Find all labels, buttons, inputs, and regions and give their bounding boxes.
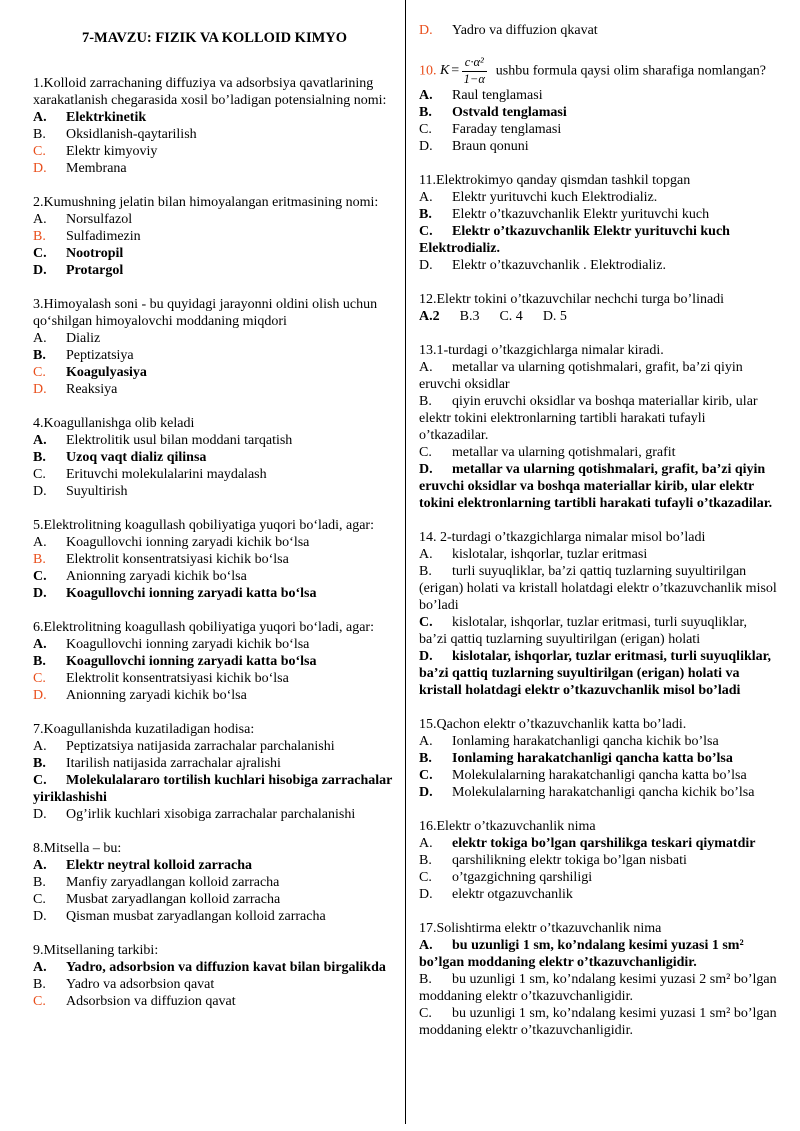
answer-option: [33, 738, 396, 755]
option-label: C.: [419, 1005, 432, 1021]
question-text: 8.Mitsella – bu:: [33, 841, 122, 856]
option-text: Peptizatsiya natijasida zarrachalar parchalanishi: [66, 739, 335, 754]
inline-answer-row: [419, 308, 777, 325]
question-block: [419, 56, 777, 155]
answer-option: [33, 211, 396, 228]
option-label: A.: [33, 433, 47, 448]
option-text: Raul tenglamasi: [452, 87, 543, 103]
option-text: Braun qonuni: [452, 138, 529, 154]
option-label: D.: [419, 138, 433, 154]
question-block: [419, 342, 777, 512]
option-label: A.: [419, 359, 433, 375]
answer-option: [419, 223, 777, 257]
answer-option: [419, 648, 777, 699]
option-label: B.: [33, 127, 46, 142]
option-text: Elektr o’tkazuvchanlik Elektr yurituvchi kuch: [452, 206, 710, 222]
question-block: [33, 840, 396, 925]
option-text: Elektr o’tkazuvchanlik Elektr yurituvchi kuch Elektrodializ.: [419, 223, 730, 256]
question-number: 10.: [419, 63, 437, 79]
option-text: qarshilikning elektr tokiga bo’lgan nisbati: [452, 852, 687, 868]
option-text: bu uzunligi 1 sm, ko’ndalang kesimi yuzasi 1 sm² bo’lgan moddaning elektr o’tkazuvchanligidir.: [419, 937, 744, 970]
option-text: qiyin eruvchi oksidlar va boshqa materiallar kirib, ular elektr tokini elektronlarning tartibli harakati tufayli o’tkazadilar.: [419, 393, 758, 443]
option-label: D.: [33, 807, 47, 822]
question-block: [33, 75, 396, 177]
option-label: A.: [33, 535, 47, 550]
option-label: B.: [419, 104, 432, 120]
option-label: A.: [33, 960, 47, 975]
right-questions: [419, 22, 777, 1039]
option-label: C.: [33, 773, 47, 788]
option-label: A.: [419, 87, 433, 103]
question-text: 5.Elektrolitning koagullash qobiliyatiga yuqori bo‘ladi, agar:: [33, 518, 374, 533]
option-label: C.: [33, 144, 46, 159]
formula-fraction: [460, 56, 489, 87]
question-text: 13.1-turdagi o’tkazgichlarga nimalar kiradi.: [419, 342, 664, 358]
answer-option: [33, 126, 396, 143]
option-label: D.: [33, 909, 47, 924]
option-label: C.: [419, 121, 432, 137]
option-label: C.: [33, 246, 47, 261]
answer-option: [419, 937, 777, 971]
question-tail: ushbu formula qaysi olim sharafiga nomlangan?: [495, 63, 766, 79]
question-text: 1.Kolloid zarrachaning diffuziya va adsorbsiya qavatlarining xarakatlanish chegarasida xosil bo’ladigan potensialning nomi:: [33, 76, 387, 108]
answer-option: [33, 687, 396, 704]
option-text: Dializ: [66, 331, 101, 346]
question-block: [33, 619, 396, 704]
formula-expression: K= $\frac{\text{c·α²}}{1-\alpha}$: [440, 63, 489, 78]
answer-option: [419, 835, 777, 852]
answer-option: [419, 971, 777, 1005]
question-text: 14. 2-turdagi o’tkazgichlarga nimalar misol bo’ladi: [419, 529, 706, 545]
option-label: A.: [419, 835, 433, 851]
option-label: A.: [33, 858, 47, 873]
option-text: Koagullovchi ionning zaryadi katta bo‘lsa: [66, 586, 317, 601]
answer-option: [33, 143, 396, 160]
answer-option: [33, 908, 396, 925]
option-text: Suyultirish: [66, 484, 128, 499]
answer-option: [33, 347, 396, 364]
option-label: C.: [419, 444, 432, 460]
option-text: o’tgazgichning qarshiligi: [452, 869, 593, 885]
option-text: turli suyuqliklar, ba’zi qattiq tuzlarning suyultirilgan (erigan) holati va kristall holatdagi elektr o’tkazuvchanlik misol bo’ladi: [419, 563, 777, 613]
left-column: [33, 20, 396, 1027]
option-text: elektr tokiga bo’lgan qarshilikga teskari qiymatdir: [452, 835, 756, 851]
option-text: Koagulyasiya: [66, 365, 147, 380]
option-label: B.: [419, 750, 432, 766]
option-text: kislotalar, ishqorlar, tuzlar eritmasi, turli suyuqliklar, ba’zi qattiq tuzlarning suyultirilgan (erigan) holati: [419, 614, 747, 647]
answer-option: [33, 755, 396, 772]
question-block: [33, 721, 396, 823]
answer-option: [419, 138, 777, 155]
question-text: 15.Qachon elektr o’tkazuvchanlik katta bo’ladi.: [419, 716, 687, 732]
option-text: Oksidlanish-qaytarilish: [66, 127, 197, 142]
answer-option: [419, 104, 777, 121]
option-label: B.: [33, 756, 46, 771]
question-block: [419, 716, 777, 801]
answer-option: [419, 784, 777, 801]
option-label: B.: [33, 450, 46, 465]
inline-option: C. 4: [499, 308, 523, 324]
option-text: Uzoq vaqt dializ qilinsa: [66, 450, 207, 465]
answer-option: [419, 87, 777, 104]
answer-option: [419, 257, 777, 274]
question-text: 6.Elektrolitning koagullash qobiliyatiga yuqori bo‘ladi, agar:: [33, 620, 374, 635]
question-text: [419, 56, 777, 87]
option-text: metallar va ularning qotishmalari, grafit, ba’zi qiyin eruvchi oksidlar: [419, 359, 743, 392]
option-label: A.: [33, 331, 47, 346]
option-text: Og’irlik kuchlari xisobiga zarrachalar parchalanishi: [66, 807, 356, 822]
question-block: [419, 291, 777, 325]
option-text: Peptizatsiya: [66, 348, 134, 363]
answer-option: [419, 444, 777, 461]
option-text: Elektr kimyoviy: [66, 144, 158, 159]
answer-option: [419, 852, 777, 869]
option-text: Yadro va diffuzion qkavat: [452, 23, 598, 38]
answer-option: [33, 228, 396, 245]
answer-option: [33, 245, 396, 262]
answer-option: [33, 653, 396, 670]
option-text: kislotalar, ishqorlar, tuzlar eritmasi, turli suyuqliklar, ba’zi qattiq tuzlarning suyultirilgan (erigan) holati va kristall holatdagi elektr o’tkazuvchanlik misol bo’ladi: [419, 648, 772, 698]
question-text: 12.Elektr tokini o’tkazuvchilar nechchi turga bo’linadi: [419, 291, 725, 307]
answer-option: [33, 466, 396, 483]
option-text: Koagullovchi ionning zaryadi katta bo‘lsa: [66, 654, 317, 669]
option-label: D.: [419, 784, 433, 800]
answer-option: [419, 393, 777, 444]
option-text: Ionlaming harakatchanligi qancha katta bo’lsa: [452, 750, 733, 766]
option-text: bu uzunligi 1 sm, ko’ndalang kesimi yuzasi 2 sm² bo’lgan moddaning elektr o’tkazuvchanligidir.: [419, 971, 777, 1004]
option-text: Ostvald tenglamasi: [452, 104, 567, 120]
option-label: C.: [33, 365, 46, 380]
answer-option: [33, 568, 396, 585]
answer-option: [33, 109, 396, 126]
answer-option: [419, 546, 777, 563]
option-text: Erituvchi molekulalarini maydalash: [66, 467, 267, 482]
formula-numerator: c·α²: [462, 56, 487, 72]
option-label: B.: [33, 977, 46, 992]
option-text: Molekulalarning harakatchanligi qancha katta bo’lsa: [452, 767, 747, 783]
option-label: B.: [419, 393, 432, 409]
option-text: Yadro, adsorbsion va diffuzion kavat bilan birgalikda: [66, 960, 386, 975]
option-label: B.: [33, 552, 46, 567]
option-text: metallar va ularning qotishmalari, grafit: [452, 444, 676, 460]
option-label: A.: [419, 733, 433, 749]
option-label: C.: [419, 223, 433, 239]
question-text: 9.Mitsellaning tarkibi:: [33, 943, 159, 958]
option-text: Adsorbsion va diffuzion qavat: [66, 994, 236, 1009]
answer-option: [419, 1005, 777, 1039]
option-text: Anionning zaryadi kichik bo‘lsa: [66, 569, 247, 584]
option-text: elektr otgazuvchanlik: [452, 886, 573, 902]
answer-option: [33, 857, 396, 874]
option-text: Manfiy zaryadlangan kolloid zarracha: [66, 875, 280, 890]
option-label: A.: [33, 212, 47, 227]
option-label: D.: [419, 461, 433, 477]
option-text: metallar va ularning qotishmalari, grafit, ba’zi qiyin eruvchi oksidlar va boshqa materiallar kirib, ular elektr tokini elektronlarning tartibli harakati tufayli o’tkazadilar.: [419, 461, 773, 511]
option-text: Elektr yurituvchi kuch Elektrodializ.: [452, 189, 658, 205]
option-label: D.: [33, 586, 47, 601]
answer-option: [33, 432, 396, 449]
answer-option: [33, 381, 396, 398]
answer-option: [419, 22, 777, 39]
answer-option: [419, 869, 777, 886]
option-text: Elektrkinetik: [66, 110, 147, 125]
answer-option: [33, 874, 396, 891]
option-text: Elektr o’tkazuvchanlik . Elektrodializ.: [452, 257, 666, 273]
option-text: kislotalar, ishqorlar, tuzlar eritmasi: [452, 546, 648, 562]
option-label: B.: [33, 348, 46, 363]
option-text: Elektr neytral kolloid zarracha: [66, 858, 252, 873]
option-label: A.: [33, 739, 47, 754]
answer-option: [419, 733, 777, 750]
option-label: B.: [419, 563, 432, 579]
option-text: Koagullovchi ionning zaryadi kichik bo‘lsa: [66, 535, 310, 550]
question-block: [419, 172, 777, 274]
option-text: Molekulalarning harakatchanligi qancha kichik bo’lsa: [452, 784, 755, 800]
question-text: 4.Koagullanishga olib keladi: [33, 416, 195, 431]
answer-option: [33, 160, 396, 177]
column-divider: [405, 0, 406, 1124]
option-text: Anionning zaryadi kichik bo‘lsa: [66, 688, 247, 703]
right-column: [419, 22, 777, 1056]
question-block: [419, 818, 777, 903]
option-label: A.: [419, 937, 433, 953]
answer-option: [419, 767, 777, 784]
inline-option: D. 5: [542, 308, 567, 324]
answer-option: [33, 364, 396, 381]
option-label: B.: [419, 971, 432, 987]
question-block: [33, 296, 396, 398]
option-text: Faraday tenglamasi: [452, 121, 562, 137]
formula-denominator: 1−α: [463, 71, 485, 86]
option-text: Itarilish natijasida zarrachalar ajralishi: [66, 756, 281, 771]
question-text: 11.Elektrokimyo qanday qismdan tashkil topgan: [419, 172, 691, 188]
option-label: D.: [33, 484, 47, 499]
answer-option: [33, 670, 396, 687]
answer-option: [419, 614, 777, 648]
answer-option: [419, 359, 777, 393]
option-label: A.: [419, 189, 433, 205]
answer-option: [419, 189, 777, 206]
question-block: [419, 920, 777, 1039]
question-block: [33, 942, 396, 1010]
answer-option: [33, 585, 396, 602]
answer-option: [33, 262, 396, 279]
option-label: A.: [33, 110, 47, 125]
formula-lhs: K: [440, 63, 450, 79]
option-label: B.: [419, 852, 432, 868]
answer-option: [33, 449, 396, 466]
answer-option: [33, 993, 396, 1010]
option-text: Elektrolit konsentratsiyasi kichik bo‘lsa: [66, 671, 289, 686]
option-label: C.: [33, 671, 46, 686]
answer-option: [33, 551, 396, 568]
answer-option: [419, 886, 777, 903]
question-text: 2.Kumushning jelatin bilan himoyalangan eritmasining nomi:: [33, 195, 379, 210]
option-label: C.: [419, 869, 432, 885]
option-text: Protargol: [66, 263, 124, 278]
option-label: C.: [419, 767, 433, 783]
option-text: Sulfadimezin: [66, 229, 141, 244]
answer-option: [419, 750, 777, 767]
answer-option: [419, 563, 777, 614]
option-text: Elektrolit konsentratsiyasi kichik bo‘lsa: [66, 552, 289, 567]
option-text: Musbat zaryadlangan kolloid zarracha: [66, 892, 281, 907]
answer-option: [33, 330, 396, 347]
answer-option: [419, 121, 777, 138]
option-label: A.: [33, 637, 47, 652]
question-text: 17.Solishtirma elektr o’tkazuvchanlik nima: [419, 920, 662, 936]
option-label: D.: [33, 263, 47, 278]
answer-option: [33, 772, 396, 806]
option-label: C.: [419, 614, 433, 630]
question-block: [419, 529, 777, 699]
option-text: Ionlaming harakatchanligi qancha kichik bo’lsa: [452, 733, 719, 749]
option-label: D.: [419, 648, 433, 664]
option-label: A.: [419, 546, 433, 562]
option-label: B.: [33, 229, 46, 244]
answer-option: [33, 976, 396, 993]
option-label: B.: [33, 875, 46, 890]
inline-option: B.3: [459, 308, 480, 324]
option-text: Yadro va adsorbsion qavat: [66, 977, 215, 992]
option-text: Nootropil: [66, 246, 124, 261]
option-label: C.: [33, 467, 46, 482]
option-text: bu uzunligi 1 sm, ko’ndalang kesimi yuzasi 1 sm² bo’lgan moddaning elektr o’tkazuvchanligidir.: [419, 1005, 777, 1038]
option-label: D.: [419, 257, 433, 273]
option-text: Qisman musbat zaryadlangan kolloid zarracha: [66, 909, 326, 924]
question-text: 16.Elektr o’tkazuvchanlik nima: [419, 818, 596, 834]
left-questions: [33, 75, 396, 1010]
answer-option: [419, 461, 777, 512]
option-label: C.: [33, 994, 46, 1009]
option-text: Norsulfazol: [66, 212, 133, 227]
option-text: Reaksiya: [66, 382, 118, 397]
answer-option: [33, 891, 396, 908]
option-text: Membrana: [66, 161, 127, 176]
option-label: D.: [33, 382, 47, 397]
page-title: 7-MAVZU: FIZIK VA KOLLOID KIMYO: [81, 30, 348, 46]
option-text: Elektrolitik usul bilan moddani tarqatish: [66, 433, 293, 448]
question-text: 7.Koagullanishda kuzatiladigan hodisa:: [33, 722, 255, 737]
answer-option: [33, 959, 396, 976]
answer-option: [33, 636, 396, 653]
option-label: D.: [419, 23, 433, 38]
inline-option: A.2: [419, 308, 440, 324]
question-block: [33, 415, 396, 500]
question-block: [419, 22, 777, 39]
answer-option: [33, 483, 396, 500]
option-label: C.: [33, 569, 47, 584]
option-text: Koagullovchi ionning zaryadi kichik bo‘lsa: [66, 637, 310, 652]
option-label: B.: [33, 654, 46, 669]
option-text: Molekulalararo tortilish kuchlari hisobiga zarrachalar yiriklashishi: [33, 773, 393, 805]
option-label: D.: [419, 886, 433, 902]
answer-option: [419, 206, 777, 223]
option-label: C.: [33, 892, 46, 907]
question-block: [33, 194, 396, 279]
option-label: D.: [33, 161, 47, 176]
question-block: [33, 517, 396, 602]
option-label: D.: [33, 688, 47, 703]
answer-option: [33, 806, 396, 823]
answer-option: [33, 534, 396, 551]
option-label: B.: [419, 206, 432, 222]
question-text: 3.Himoyalash soni - bu quyidagi jarayonni oldini olish uchun qo‘shilgan himoyalovchi moddaning miqdori: [33, 297, 378, 329]
